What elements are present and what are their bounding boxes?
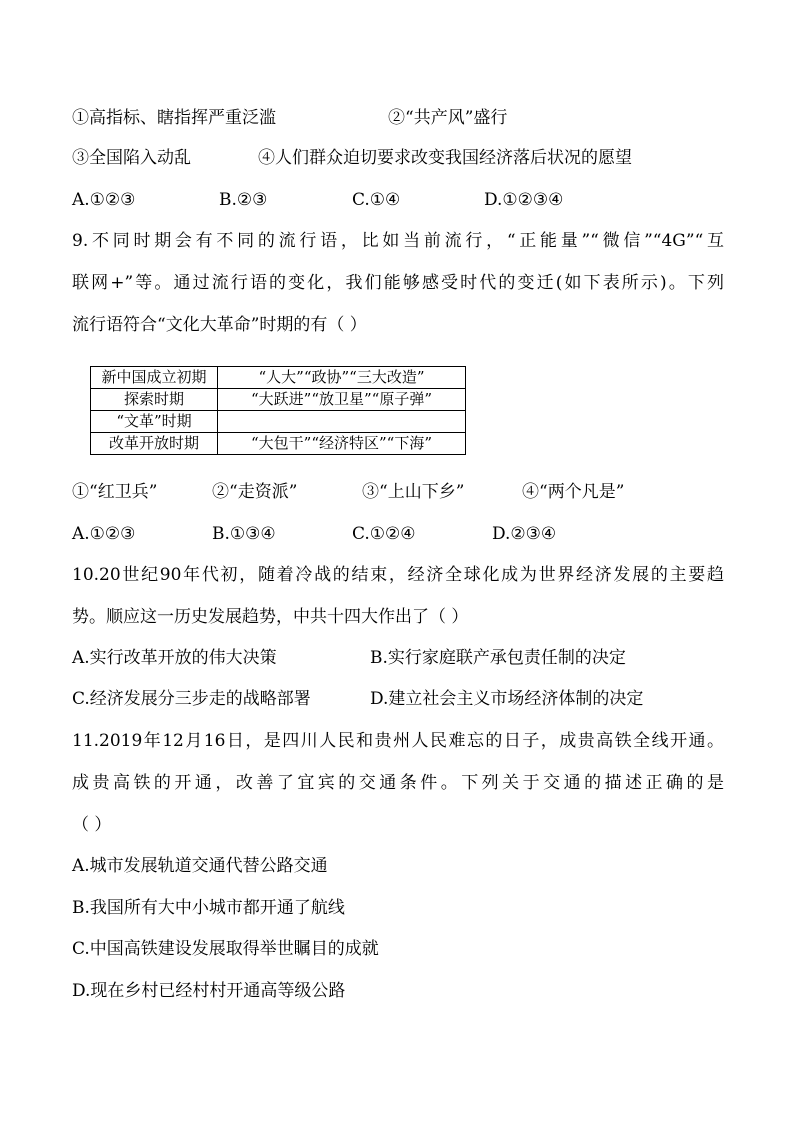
q8-item-3: ③全国陷入动乱: [72, 148, 191, 168]
q9-option-a: A.①②③: [72, 524, 136, 544]
q9-stem-line-2: 联网+”等。通过流行语的变化，我们能够感受时代的变迁(如下表所示)。下列: [72, 273, 724, 293]
q9-stem-line-1: 9.不同时期会有不同的流行语，比如当前流行，“正能量”“微信”“4G”“互: [72, 231, 724, 251]
q11-option-b: B.我国所有大中小城市都开通了航线: [72, 898, 345, 918]
q10-option-d: D.建立社会主义市场经济体制的决定: [370, 689, 644, 709]
q9-item-2: ②“走资派”: [212, 482, 298, 502]
q9-item-3: ③“上山下乡”: [362, 482, 465, 502]
q11-option-c: C.中国高铁建设发展取得举世瞩目的成就: [72, 939, 379, 959]
q8-option-d: D.①②③④: [484, 190, 564, 210]
q9-option-d: D.②③④: [492, 524, 557, 544]
q9-item-4: ④“两个凡是”: [522, 482, 625, 502]
table-row: [91, 389, 466, 411]
q10-stem-line-1: 10.20世纪90年代初，随着冷战的结束，经济全球化成为世界经济发展的主要趋: [72, 565, 724, 585]
q11-stem-line-1: 11.2019年12月16日，是四川人民和贵州人民难忘的日子，成贵高铁全线开通。: [72, 731, 724, 751]
table-cell-period: 新中国成立初期: [91, 367, 218, 389]
q10-stem-line-2: 势。顺应这一历史发展趋势，中共十四大作出了（ ）: [72, 607, 469, 627]
q9-option-b: B.①③④: [212, 524, 276, 544]
q8-option-c: C.①④: [352, 190, 401, 210]
q11-option-d: D.现在乡村已经村村开通高等级公路: [72, 981, 346, 1001]
q8-item-4: ④人们群众迫切要求改变我国经济落后状况的愿望: [258, 148, 632, 168]
table-cell-slang: “大包干”“经济特区”“下海”: [218, 433, 466, 455]
q9-option-c: C.①②④: [352, 524, 416, 544]
table-cell-period: 改革开放时期: [91, 433, 218, 455]
q9-stem-line-3: 流行语符合“文化大革命”时期的有（ ）: [72, 315, 367, 335]
table-row: [91, 411, 466, 433]
table-row: [91, 367, 466, 389]
q11-option-a: A.城市发展轨道交通代替公路交通: [72, 856, 328, 876]
table-cell-slang: “大跃进”“放卫星”“原子弹”: [218, 389, 466, 411]
q8-option-b: B.②③: [219, 190, 268, 210]
q8-item-2: ②“共产风”盛行: [388, 108, 508, 128]
table-row: [91, 433, 466, 455]
q10-option-b: B.实行家庭联产承包责任制的决定: [370, 648, 626, 668]
q10-option-c: C.经济发展分三步走的战略部署: [72, 689, 311, 709]
q8-item-1: ①高指标、瞎指挥严重泛滥: [72, 108, 276, 128]
slang-table: [90, 366, 466, 455]
q11-stem-line-3: （ ）: [72, 815, 112, 835]
table-cell-slang: [218, 411, 466, 433]
table-cell-slang: “人大”“政协”“三大改造”: [218, 367, 466, 389]
q11-stem-line-2: 成贵高铁的开通，改善了宜宾的交通条件。下列关于交通的描述正确的是: [72, 773, 724, 793]
q9-item-1: ①“红卫兵”: [72, 482, 158, 502]
table-cell-period: 探索时期: [91, 389, 218, 411]
q10-option-a: A.实行改革开放的伟大决策: [72, 648, 277, 668]
table-cell-period: “文革”时期: [91, 411, 218, 433]
q8-option-a: A.①②③: [72, 190, 136, 210]
